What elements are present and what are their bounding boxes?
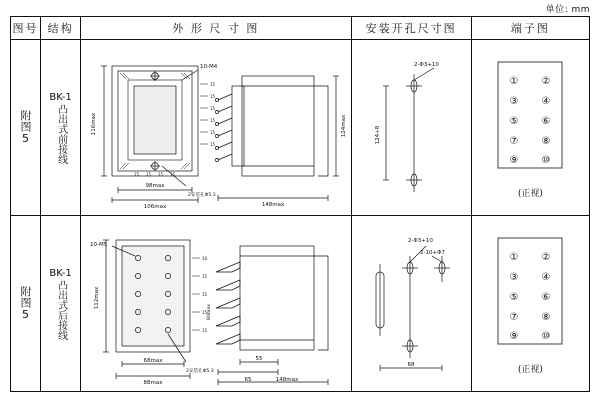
row1-terminal-9: ⑨	[509, 155, 519, 166]
row1-terminal-5: ⑤	[509, 116, 519, 127]
row1-tick-1: 15	[209, 82, 215, 87]
row2-screw-note: 10-M5	[89, 242, 108, 248]
row1-struct-model: BK-1	[49, 91, 72, 103]
row2-side-1: 10	[201, 256, 207, 261]
row2-outline-cell	[81, 216, 351, 392]
row1-mount-hole-note: 2-Φ3+10	[414, 62, 440, 68]
row1-screw-note: 10-M4	[199, 64, 218, 70]
row1-terminal-3: ③	[509, 96, 519, 107]
row2-struct-text: 凸出式后接线	[55, 279, 67, 340]
row2-mount-hole-note-1: 2-Φ3+10	[408, 238, 434, 244]
row1-tick-2: 15	[209, 94, 215, 99]
header-mount: 安装开孔尺寸图	[351, 17, 471, 40]
row2-terminal-5: ⑤	[509, 292, 519, 303]
table-header-row	[11, 17, 590, 40]
row1-mount-dim: 124+8	[375, 125, 382, 145]
row2-side-5: 15	[201, 328, 207, 333]
row1-width-inner: 98max	[145, 183, 165, 189]
row1-btick-3: 15	[157, 172, 163, 177]
row1-struct-cell	[41, 40, 81, 216]
row2-terminal-caption: (正视)	[517, 365, 543, 375]
header-term: 端子图	[471, 17, 589, 40]
row1-btick-4: 15	[169, 172, 175, 177]
row2-depth: 148max	[275, 377, 299, 383]
row1-btick-2: 15	[145, 172, 151, 177]
row2-mount-dim: 68	[407, 362, 415, 368]
row2-terminal-3: ③	[509, 272, 519, 283]
row2-side-4: 15	[201, 310, 207, 315]
row2-terminal-1: ①	[509, 252, 519, 263]
row2-width-outer: 88max	[143, 380, 163, 386]
row2-terminal-8: ⑧	[541, 312, 551, 323]
row1-terminal-8: ⑧	[541, 136, 551, 147]
header-outline: 外 形 尺 寸 图	[81, 17, 351, 40]
row2-struct-cell	[41, 216, 81, 392]
row1-fig-no: 附图5	[19, 110, 33, 145]
row2-terminal-7: ⑦	[509, 312, 519, 323]
row1-terminal-7: ⑦	[509, 136, 519, 147]
header-fig-no: 图号	[11, 17, 41, 40]
table-row	[11, 40, 590, 216]
row2-mount-cell	[351, 216, 471, 392]
row1-terminal-10: ⑩	[541, 155, 551, 166]
unit-note: 单位: mm	[545, 5, 590, 15]
row1-terminal-4: ④	[541, 96, 551, 107]
row1-struct-text: 凸出式前接线	[55, 103, 67, 164]
row2-terminal-2: ②	[541, 252, 551, 263]
table-row	[11, 216, 590, 392]
row1-terminal-cell	[471, 40, 589, 216]
row2-terminal-6: ⑥	[541, 292, 551, 303]
row2-side-2: 15	[201, 274, 207, 279]
row2-height-left: 112max	[93, 286, 100, 310]
row1-tick-6: 15	[209, 142, 215, 147]
row2-struct-model: BK-1	[49, 267, 72, 279]
row2-dim-mid: 65	[244, 377, 252, 383]
row1-depth: 148max	[261, 202, 285, 208]
row2-side-3: 15	[201, 292, 207, 297]
row1-outline-cell	[81, 40, 351, 216]
row2-mount-hole-note-2: 2-10+Φ7	[420, 250, 446, 256]
header-struct: 结构	[41, 17, 81, 40]
row2-fig-no-cell	[11, 216, 41, 392]
row1-mount-cell	[351, 40, 471, 216]
row2-dim-small: 55	[255, 356, 263, 362]
row2-width-inner: 68max	[143, 358, 163, 364]
row2-block-dim: 80max	[206, 304, 212, 320]
row1-hole-note: 2安装孔Φ5.3	[187, 193, 216, 198]
row1-tick-3: 15	[209, 106, 215, 111]
row1-terminal-2: ②	[541, 76, 551, 87]
row2-terminal-4: ④	[541, 272, 551, 283]
row1-width-outer: 106max	[143, 204, 167, 210]
row1-height-right: 124max	[340, 114, 347, 138]
row1-tick-5: 15	[209, 130, 215, 135]
row1-height-left: 116max	[90, 112, 97, 136]
row2-terminal-10: ⑩	[541, 331, 551, 342]
row1-btick-1: 15	[133, 172, 139, 177]
row1-tick-4: 15	[209, 118, 215, 123]
dimension-table	[10, 16, 590, 392]
row2-fig-no: 附图5	[19, 286, 33, 321]
row2-hole-note: 2安装孔Φ5.3	[185, 369, 214, 374]
row1-terminal-1: ①	[509, 76, 519, 87]
row2-terminal-9: ⑨	[509, 331, 519, 342]
row2-terminal-cell	[471, 216, 589, 392]
row1-terminal-6: ⑥	[541, 116, 551, 127]
row1-fig-no-cell	[11, 40, 41, 216]
row1-terminal-caption: (正视)	[517, 189, 543, 199]
